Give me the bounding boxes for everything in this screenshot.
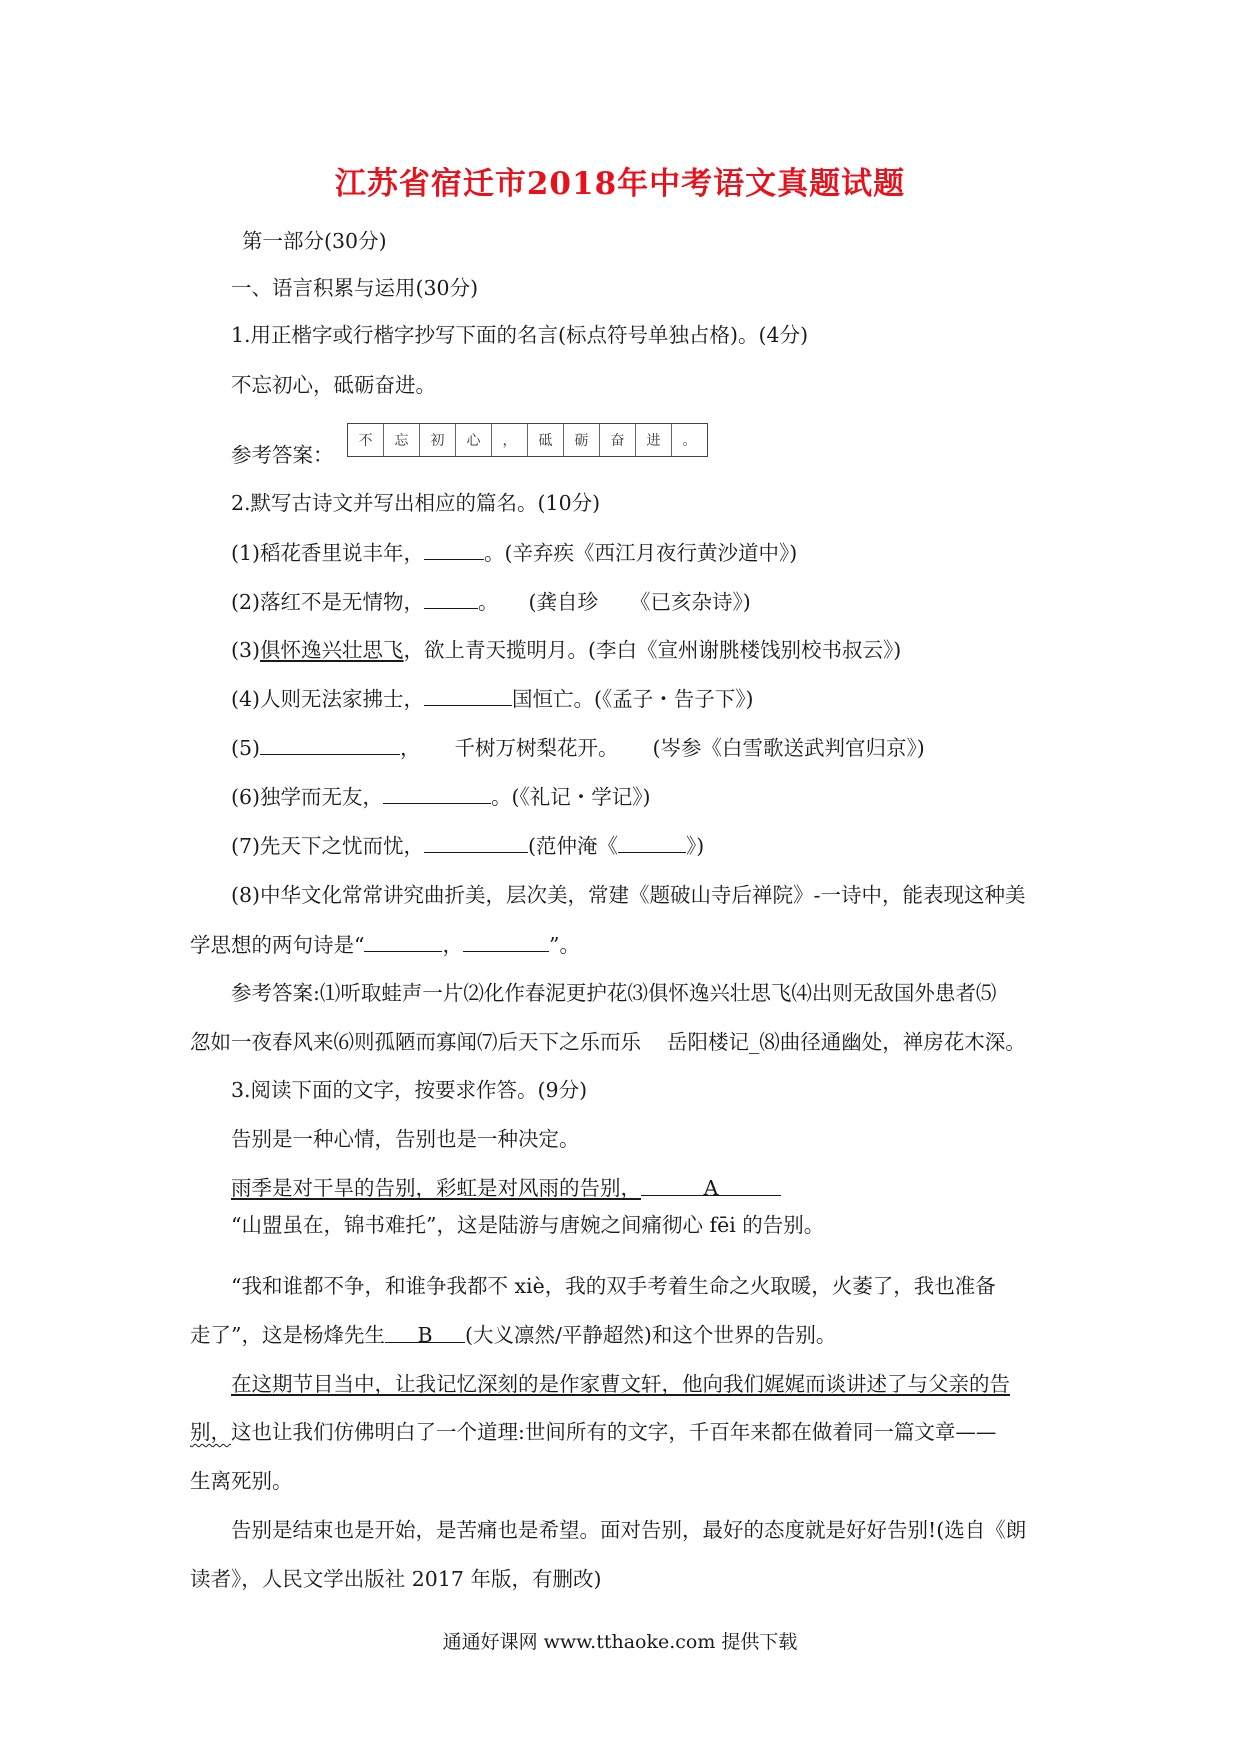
underlined-sentence: 在这期节目当中，让我记忆深刻的是作家曹文轩，他向我们娓娓而谈讲述了与父亲的告: [231, 1372, 1010, 1396]
grid-cell: 忘: [384, 424, 420, 456]
q2-item-text: ”。: [548, 933, 580, 957]
grid-cell: 砺: [564, 424, 600, 456]
q3-paragraph-3: “山盟虽在，锦书难托”，这是陆游与唐婉之间痛彻心 fēi 的告别。: [231, 1213, 825, 1237]
answer-text: 岳阳楼记_⑻曲径通幽处，禅房花木深。: [667, 1030, 1026, 1054]
part-heading: 第一部分(30分): [242, 229, 387, 253]
fill-blank: [463, 929, 549, 952]
q3-paragraph-6: 告别是结束也是开始，是苦痛也是希望。面对告别，最好的态度就是好好告别!(选自《朗: [231, 1518, 1027, 1542]
fill-blank: [424, 586, 478, 609]
grid-cell: 不: [348, 424, 384, 456]
grid-cell: 奋: [600, 424, 636, 456]
section-heading: 一、语言积累与运用(30分): [231, 276, 479, 300]
q1-quote: 不忘初心，砥砺奋进。: [231, 373, 436, 397]
q2-item-text: (1)稻花香里说丰年，: [231, 541, 425, 565]
fill-blank: [383, 781, 491, 804]
q2-item-8: (8)中华文化常常讲究曲折美，层次美，常建《题破山寺后禅院》-一诗中，能表现这种美: [231, 883, 1026, 907]
q3-paragraph-4-cont: [190, 1320, 836, 1350]
q2-item-text: (范仲淹《: [528, 834, 619, 858]
fill-blank-b: B: [385, 1320, 465, 1343]
q2-answer-line-1: 参考答案:⑴听取蛙声一片⑵化作春泥更护花⑶俱怀逸兴壮思飞⑷出则无敌国外患者⑸: [231, 981, 997, 1005]
q2-item-text: (岑参《白雪歌送武判官归京》): [652, 736, 925, 760]
underlined-sentence: 雨季是对干旱的告别，彩虹是对风雨的告别，: [231, 1176, 641, 1200]
q2-item-text: ，: [442, 933, 463, 957]
q2-answer-line-2: [190, 1027, 1026, 1057]
q2-item-text: 千树万树梨花开。: [454, 736, 619, 760]
q3-paragraph-5-end: 生离死别。: [190, 1469, 293, 1493]
grid-cell: 。: [682, 433, 697, 449]
q3-paragraph-2: [231, 1173, 781, 1203]
q3-paragraph-4: “我和谁都不争，和谁争我都不 xiè，我的双手考着生命之火取暖，火萎了，我也准备: [231, 1274, 996, 1298]
page-footer: 通通好课网 www.tthaoke.com 提供下载: [442, 1631, 798, 1653]
fill-blank-a: A: [641, 1173, 781, 1196]
grid-cell: 初: [420, 424, 456, 456]
q2-item-text: 学思想的两句诗是“: [190, 933, 365, 957]
fill-blank: [424, 537, 484, 560]
q2-item-3: [231, 635, 901, 665]
q2-item-text: (6)独学而无友，: [231, 785, 384, 809]
q2-item-text: 《已亥杂诗》): [630, 590, 751, 614]
q3-paragraph-5: [231, 1369, 1010, 1399]
page-title: 江苏省宿迁市2018年中考语文真题试题: [334, 166, 906, 202]
q2-item-text: 。(辛弃疾《西江月夜行黄沙道中》): [484, 541, 798, 565]
fill-blank: [424, 683, 512, 706]
q2-item-text: (2)落红不是无情物，: [231, 590, 425, 614]
q2-item-7: [231, 830, 704, 861]
q3-prompt: 3.阅读下面的文字，按要求作答。(9分): [231, 1078, 588, 1102]
q2-item-text: 。(《礼记・学记》): [491, 785, 651, 809]
q3-paragraph-1: 告别是一种心情，告别也是一种决定。: [231, 1127, 580, 1151]
grid-cell: 心: [456, 424, 492, 456]
q2-item-text: (7)先天下之忧而忧，: [231, 834, 425, 858]
wavy-underline-text: 别，: [190, 1420, 231, 1444]
q3-paragraph-6-cont: 读者》，人民文学出版社 2017 年版，有删改): [190, 1567, 602, 1591]
grid-cell: 砥: [528, 424, 564, 456]
q2-item-text: 。: [478, 590, 499, 614]
q2-item-text: (3): [231, 638, 261, 662]
answer-grid: [347, 423, 708, 457]
q2-item-text: (5): [231, 736, 261, 760]
q3-text: 走了”，这是杨烽先生: [190, 1323, 385, 1347]
q3-text: 这也让我们仿佛明白了一个道理:世间所有的文字，千百年来都在做着同一篇文章——: [231, 1420, 997, 1444]
q2-item-text: 》): [686, 834, 705, 858]
q1-answer-label: 参考答案：: [231, 443, 334, 467]
q2-item-5: [231, 732, 925, 763]
q3-text: (大义凛然/平静超然)和这个世界的告别。: [464, 1323, 837, 1347]
q1-prompt: 1.用正楷字或行楷字抄写下面的名言(标点符号单独占格)。(4分): [231, 323, 809, 347]
fill-blank: [260, 732, 400, 755]
q3-paragraph-5-cont: [190, 1417, 996, 1447]
grid-cell: 进: [636, 424, 672, 456]
q2-item-2: [231, 586, 751, 617]
q2-item-4: [231, 683, 754, 714]
q2-item-1: [231, 537, 797, 568]
q2-item-text: ，欲上青天揽明月。(李白《宣州谢朓楼饯别校书叔云》): [403, 638, 902, 662]
grid-cell: ，: [492, 424, 528, 456]
q2-item-6: [231, 781, 651, 812]
q2-prompt: 2.默写古诗文并写出相应的篇名。(10分): [231, 491, 601, 515]
fill-blank: [424, 830, 528, 853]
q2-item-8-cont: [190, 929, 580, 960]
answer-text: 忽如一夜春风来⑹则孤陋而寡闻⑺后天下之乐而乐: [190, 1030, 641, 1054]
fill-blank: [364, 929, 442, 952]
fill-blank: [618, 830, 686, 853]
q2-item-text: (4)人则无法家拂士，: [231, 687, 425, 711]
q2-item-text: ，: [400, 736, 421, 760]
q2-item-text: 国恒亡。(《孟子・告子下》): [512, 687, 754, 711]
underlined-verse: 俱怀逸兴壮思飞: [260, 638, 404, 662]
q2-item-text: (龚自珍: [528, 590, 599, 614]
